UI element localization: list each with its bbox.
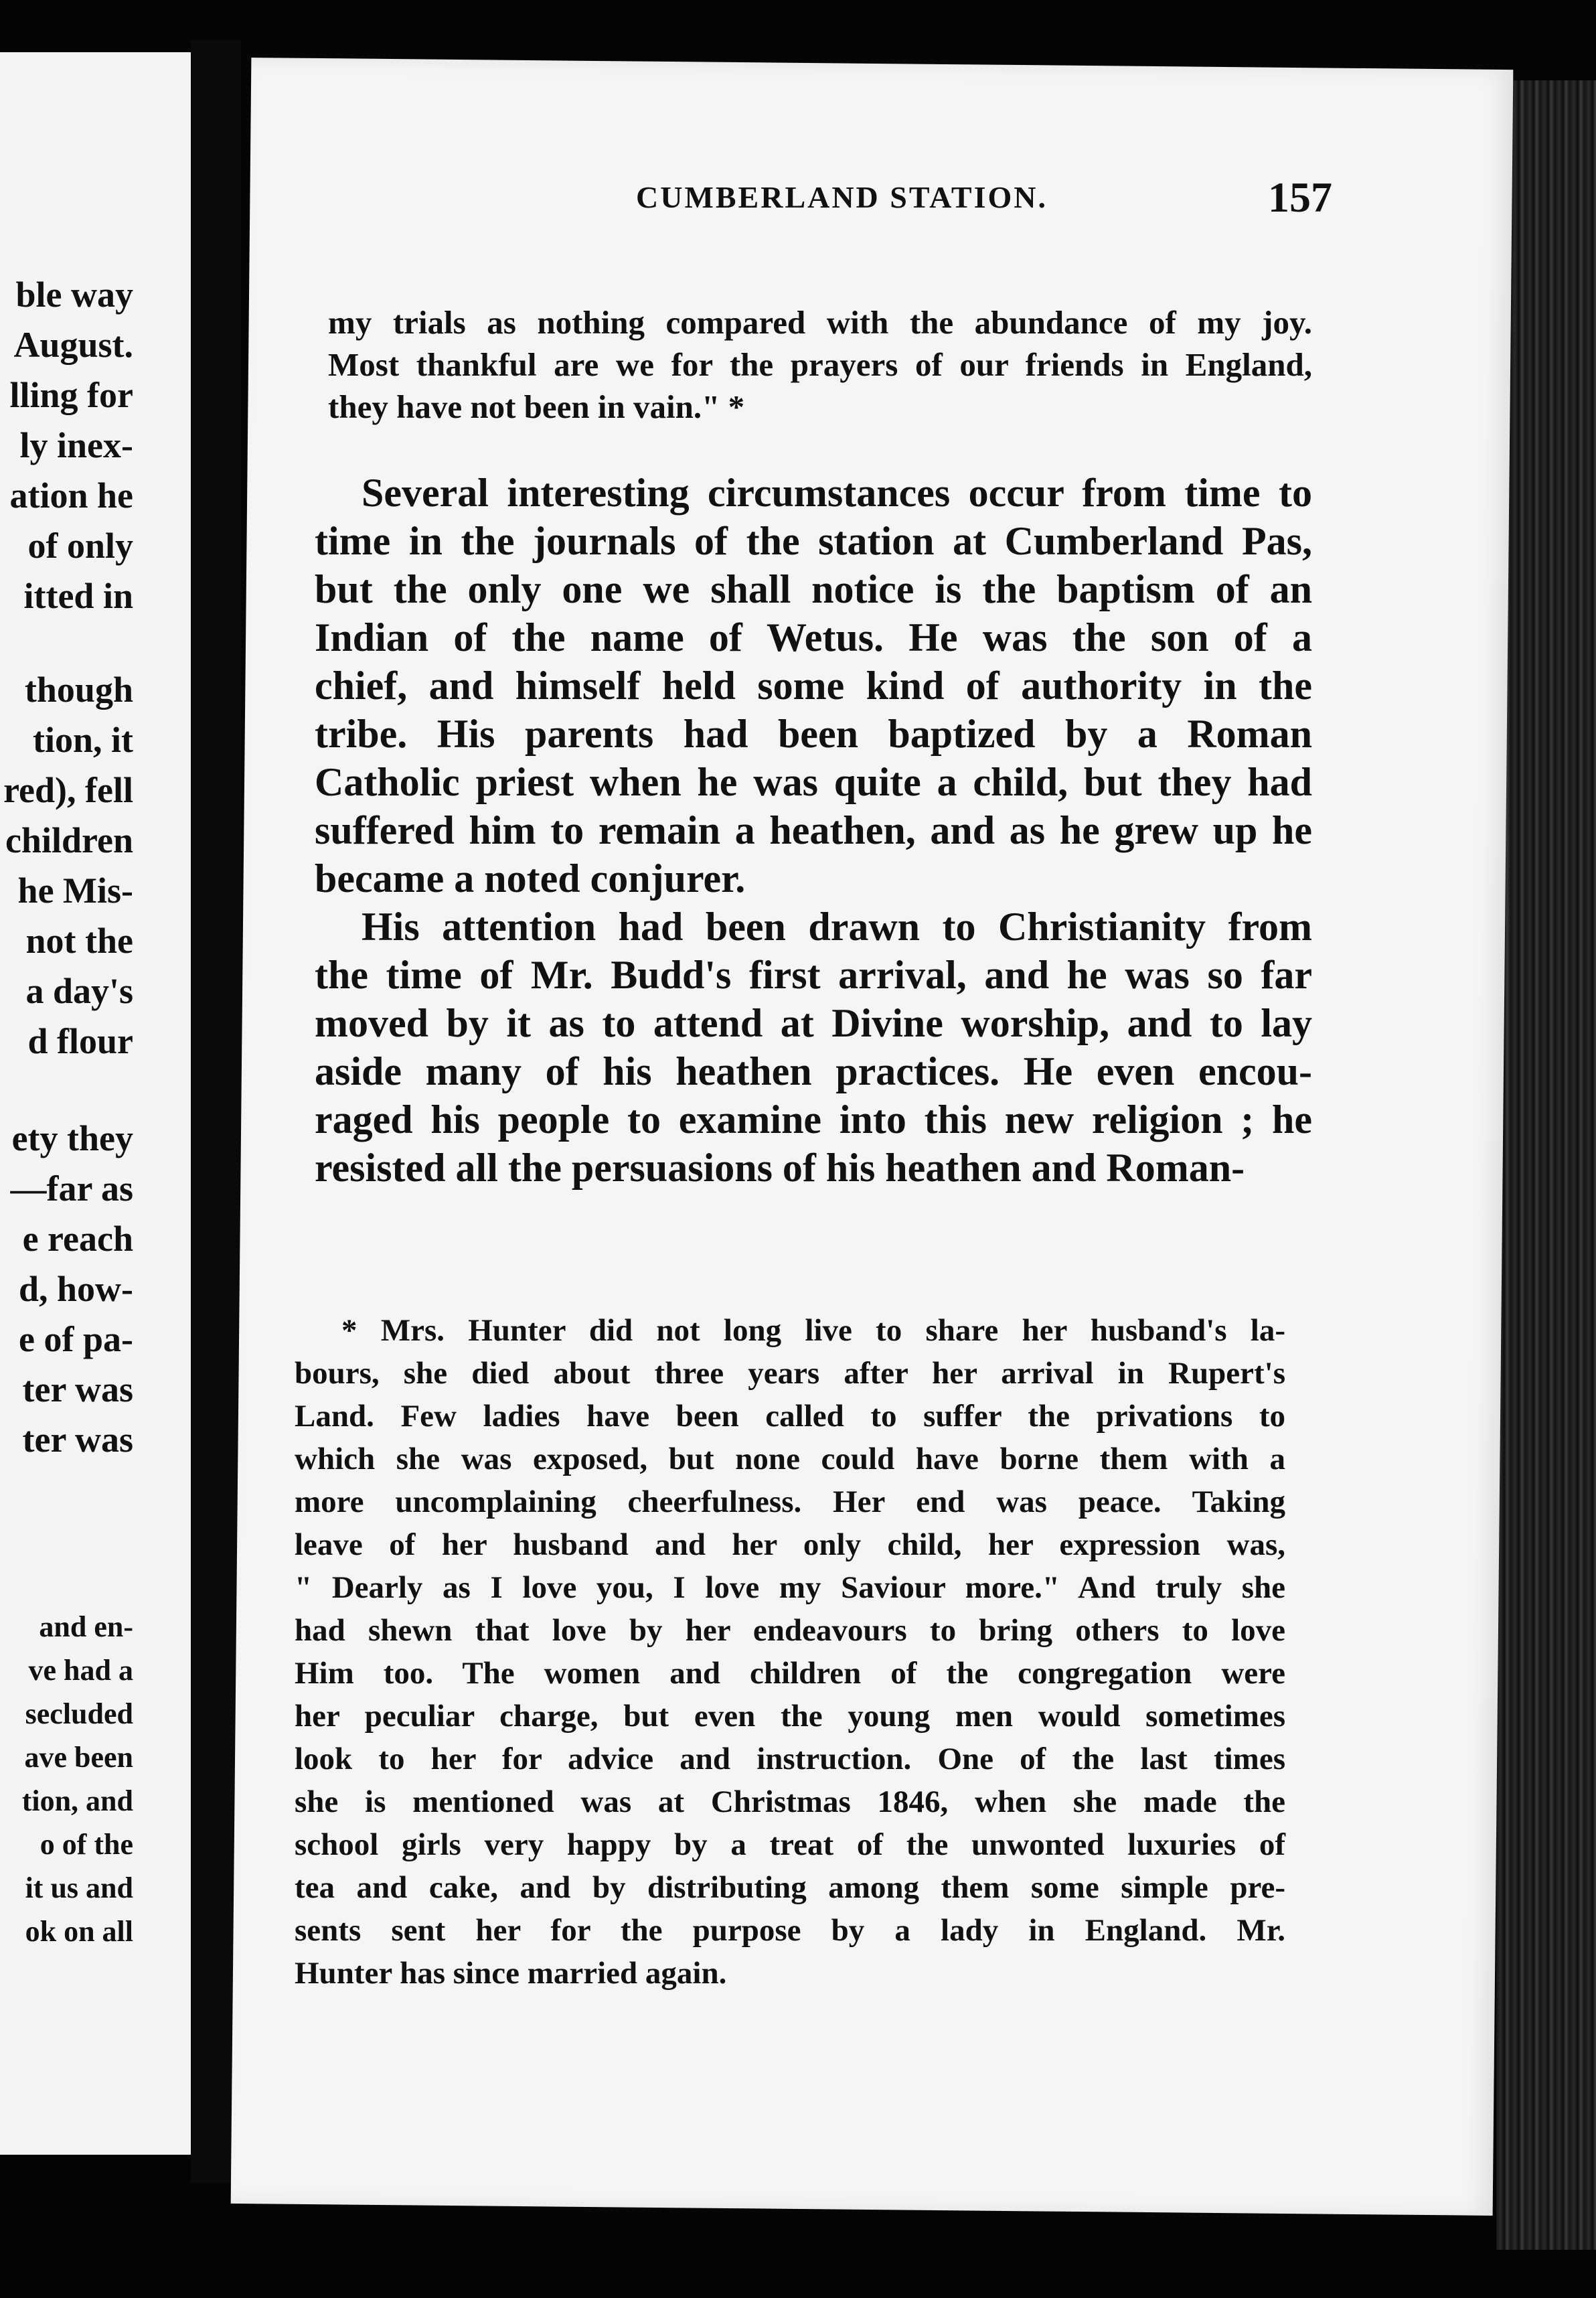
- text-line: the time of Mr. Budd's first arrival, and he was so far: [315, 953, 1312, 997]
- footnote: [295, 1309, 1285, 1995]
- continued-paragraph: [328, 301, 1312, 428]
- text-line: * Mrs. Hunter did not long live to share her husband's la-: [341, 1313, 1285, 1348]
- text-line: time in the journals of the station at Cumberland Pas,: [315, 519, 1312, 563]
- left-page-fragment: ble way: [15, 275, 133, 315]
- left-page-fragment: and en-: [39, 1610, 133, 1643]
- text-line: look to her for advice and instruction. One of the last times: [295, 1742, 1285, 1776]
- left-page-fragment: August.: [13, 325, 133, 365]
- text-line: suffered him to remain a heathen, and as he grew up he: [315, 808, 1312, 852]
- text-line: Him too. The women and children of the congregation were: [295, 1656, 1285, 1691]
- text-line: chief, and himself held some kind of authority in the: [315, 664, 1312, 708]
- text-line: school girls very happy by a treat of the unwonted luxuries of: [295, 1827, 1285, 1862]
- left-page-fragment: e reach: [22, 1219, 133, 1259]
- text-line: which she was exposed, but none could have borne them with a: [295, 1442, 1285, 1476]
- left-page-fragment: not the: [25, 921, 133, 961]
- text-line: more uncomplaining cheerfulness. Her end was peace. Taking: [295, 1484, 1285, 1519]
- text-line: moved by it as to attend at Divine worship, and to lay: [315, 1001, 1312, 1045]
- text-line: Land. Few ladies have been called to suffer the privations to: [295, 1399, 1285, 1434]
- text-line: aside many of his heathen practices. He even encou-: [315, 1049, 1312, 1093]
- left-page-fragment: he Mis-: [17, 870, 133, 911]
- left-page-fragment: ve had a: [28, 1654, 133, 1687]
- running-head: [395, 173, 1332, 226]
- text-line: they have not been in vain." *: [328, 388, 745, 425]
- text-line: my trials as nothing compared with the abundance of my joy.: [328, 304, 1312, 341]
- left-page-fragment: ter was: [22, 1369, 133, 1409]
- left-page-fragment: d, how-: [18, 1269, 133, 1309]
- page-stack-edge: [1496, 80, 1596, 2250]
- left-page-fragment: ok on all: [25, 1915, 133, 1948]
- text-line: raged his people to examine into this new religion ; he: [315, 1097, 1312, 1142]
- left-page-fragment: tion, and: [21, 1784, 133, 1817]
- text-line: resisted all the persuasions of his heathen and Roman-: [315, 1146, 1245, 1190]
- text-line: had shewn that love by her endeavours to bring others to love: [295, 1613, 1285, 1648]
- paragraph: [315, 469, 1312, 903]
- text-line: bours, she died about three years after her arrival in Rupert's: [295, 1356, 1285, 1391]
- left-page-fragment: ter was: [22, 1420, 133, 1460]
- text-line: Catholic priest when he was quite a child, but they had: [315, 760, 1312, 804]
- left-page-fragment: it us and: [25, 1871, 133, 1904]
- text-line: tribe. His parents had been baptized by a Roman: [315, 712, 1312, 756]
- left-page-fragment: itted in: [23, 576, 133, 616]
- paragraph: [315, 903, 1312, 1192]
- text-line: became a noted conjurer.: [315, 856, 746, 901]
- left-page-fragment: red), fell: [3, 770, 133, 810]
- left-page-fragment: ation he: [9, 475, 133, 516]
- text-line: sents sent her for the purpose by a lady in England. Mr.: [295, 1913, 1285, 1948]
- left-page-fragment: d flour: [27, 1021, 133, 1061]
- running-head-title: CUMBERLAND STATION.: [636, 180, 1048, 214]
- left-page-fragment: ave been: [24, 1741, 133, 1774]
- left-page-fragment: a day's: [25, 971, 133, 1011]
- text-line: His attention had been drawn to Christianity from: [362, 905, 1312, 949]
- text-line: she is mentioned was at Christmas 1846, when she made the: [295, 1784, 1285, 1819]
- left-page-fragment: secluded: [25, 1697, 133, 1730]
- main-text: [315, 469, 1312, 1192]
- text-line: Most thankful are we for the prayers of our friends in England,: [328, 346, 1312, 383]
- left-page-fragment: ly inex-: [19, 425, 133, 465]
- text-line: Indian of the name of Wetus. He was the son of a: [315, 615, 1312, 660]
- left-page-fragment: though: [24, 670, 133, 710]
- left-page-fragment: e of pa-: [19, 1319, 133, 1359]
- text-line: her peculiar charge, but even the young men would sometimes: [295, 1699, 1285, 1734]
- left-page-fragment: ety they: [11, 1118, 133, 1158]
- left-page-edge: [0, 52, 195, 2155]
- left-page-fragment: of only: [27, 526, 133, 566]
- left-page-fragment: —far as: [10, 1168, 133, 1209]
- left-page-fragment: o of the: [39, 1828, 133, 1861]
- left-page-fragment: lling for: [9, 375, 133, 415]
- text-line: " Dearly as I love you, I love my Saviour more." And truly she: [295, 1570, 1285, 1605]
- text-line: Hunter has since married again.: [295, 1956, 727, 1991]
- left-page-fragment: children: [5, 820, 133, 860]
- text-line: tea and cake, and by distributing among them some simple pre-: [295, 1870, 1285, 1905]
- text-line: but the only one we shall notice is the baptism of an: [315, 567, 1312, 611]
- left-page-fragment: tion, it: [32, 720, 133, 760]
- page-number: 157: [1268, 173, 1332, 221]
- text-line: Several interesting circumstances occur from time to: [362, 471, 1312, 515]
- text-line: leave of her husband and her only child, her expression was,: [295, 1527, 1285, 1562]
